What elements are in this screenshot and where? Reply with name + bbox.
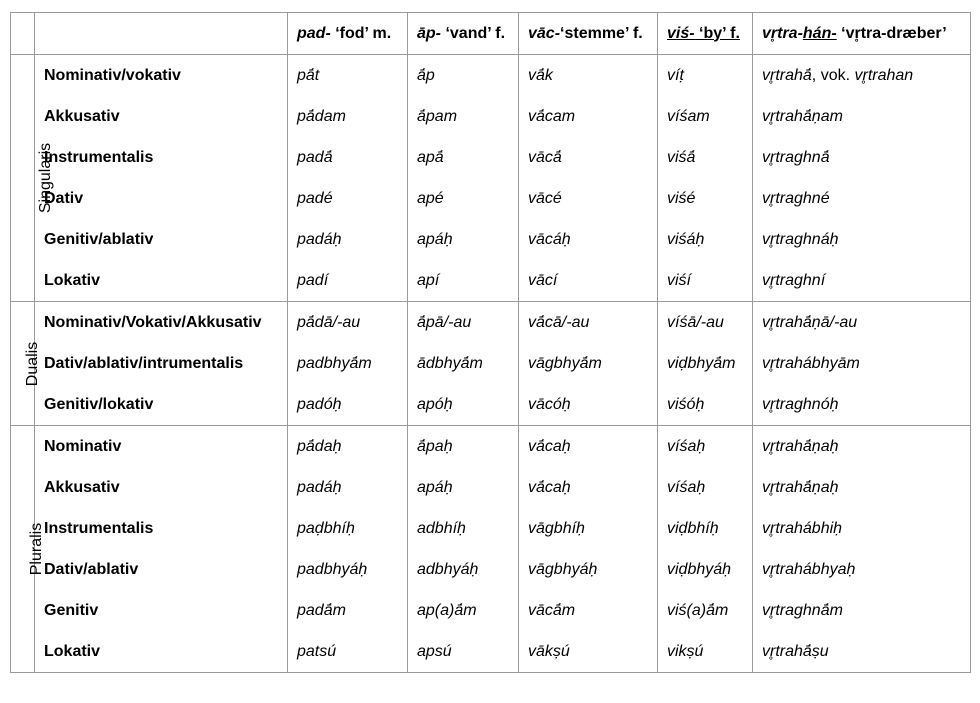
header-gloss: ‘vand’ f. [441, 24, 506, 42]
form-cell: vācí [519, 260, 658, 302]
form-cell: ā́paḥ [408, 426, 519, 468]
form-cell: padáḥ [288, 219, 408, 260]
case-label: Dativ/ablativ [35, 549, 288, 590]
number-label: Pluralis [28, 522, 46, 576]
header-stem: vr̥tra- [762, 24, 803, 42]
header-empty-cell [11, 13, 35, 55]
header-vrtrahan [753, 13, 971, 55]
form-cell-vrtrahan [753, 219, 971, 260]
header-vac [519, 13, 658, 55]
form-cell: viśā́ [658, 137, 753, 178]
form-text: vr̥traghné [762, 189, 830, 207]
case-label: Akkusativ [35, 96, 288, 137]
number-label-cell [11, 55, 55, 302]
table-row [11, 343, 971, 384]
form-cell: víśam [658, 96, 753, 137]
table-row [11, 549, 971, 590]
form-cell: pā́dam [288, 96, 408, 137]
form-cell: vā́caḥ [519, 426, 658, 468]
table-row [11, 384, 971, 426]
table-row [11, 426, 971, 468]
case-label: Genitiv [35, 590, 288, 631]
form-cell: viśé [658, 178, 753, 219]
form-cell: vāgbhyáḥ [519, 549, 658, 590]
table-row [11, 55, 971, 97]
form-cell: ā́pam [408, 96, 519, 137]
number-label: Singularis [37, 142, 55, 214]
form-cell: vā́k [519, 55, 658, 97]
form-cell: pā́t [288, 55, 408, 97]
table-row [11, 96, 971, 137]
form-cell: apé [408, 178, 519, 219]
case-label: Nominativ/Vokativ/Akkusativ [35, 302, 288, 344]
case-label: Genitiv/ablativ [35, 219, 288, 260]
case-label: Nominativ/vokativ [35, 55, 288, 97]
form-text: vr̥trahā́ṇam [762, 107, 843, 125]
form-cell: apí [408, 260, 519, 302]
case-label: Akkusativ [35, 467, 288, 508]
form-cell: padáḥ [288, 467, 408, 508]
form-cell: viśáḥ [658, 219, 753, 260]
table-row [11, 508, 971, 549]
header-stem: viś- [667, 24, 695, 42]
header-empty-cell [35, 13, 288, 55]
form-cell: ā́pā/-au [408, 302, 519, 344]
form-cell: vikṣú [658, 631, 753, 673]
form-text: vr̥traghnā́ [762, 148, 830, 166]
form-cell-vrtrahan [753, 549, 971, 590]
number-label-cell [11, 302, 42, 426]
form-cell: apáḥ [408, 467, 519, 508]
form-text-vocative: vr̥trahan [854, 66, 914, 84]
form-cell: adbhyáḥ [408, 549, 519, 590]
form-cell: padā́ [288, 137, 408, 178]
form-cell: vākṣú [519, 631, 658, 673]
form-cell: pā́daḥ [288, 426, 408, 468]
header-stem: pad- [297, 24, 331, 42]
form-text: vr̥trahā́ [762, 66, 812, 84]
case-label: Dativ/ablativ/intrumentalis [35, 343, 288, 384]
form-cell-vrtrahan [753, 508, 971, 549]
form-cell: víśaḥ [658, 426, 753, 468]
header-gloss: ‘by’ f. [694, 24, 740, 42]
header-ap [408, 13, 519, 55]
form-cell: vāgbhíḥ [519, 508, 658, 549]
form-cell: viśóḥ [658, 384, 753, 426]
form-text: vr̥traghní [762, 271, 826, 289]
form-cell: apóḥ [408, 384, 519, 426]
form-text: vr̥trahábhiḥ [762, 519, 843, 537]
table-row [11, 137, 971, 178]
form-cell: padí [288, 260, 408, 302]
form-cell: viś(a)ā́m [658, 590, 753, 631]
form-cell-vrtrahan [753, 96, 971, 137]
header-vis [658, 13, 753, 55]
case-label: Instrumentalis [35, 508, 288, 549]
number-label: Dualis [24, 341, 42, 386]
form-text: vr̥trahábhyām [762, 354, 860, 372]
case-label: Lokativ [35, 260, 288, 302]
form-text: vr̥trahábhyaḥ [762, 560, 856, 578]
case-label: Lokativ [35, 631, 288, 673]
header-row [11, 13, 971, 55]
form-cell-vrtrahan [753, 631, 971, 673]
header-pad [288, 13, 408, 55]
form-cell: padé [288, 178, 408, 219]
form-cell: pā́dā/-au [288, 302, 408, 344]
table-row [11, 219, 971, 260]
header-gloss: ‘stemme’ f. [560, 24, 643, 42]
form-cell: ādbhyā́m [408, 343, 519, 384]
form-text: vr̥traghnā́m [762, 601, 843, 619]
form-cell: viśí [658, 260, 753, 302]
form-cell: vā́cam [519, 96, 658, 137]
form-cell-vrtrahan [753, 590, 971, 631]
table-row [11, 590, 971, 631]
form-cell: víṭ [658, 55, 753, 97]
form-cell: apā́ [408, 137, 519, 178]
form-cell: ā́p [408, 55, 519, 97]
form-cell: viḍbhyā́m [658, 343, 753, 384]
form-cell: víśā/-au [658, 302, 753, 344]
form-cell: vā́caḥ [519, 467, 658, 508]
form-cell-vrtrahan [753, 302, 971, 344]
form-cell: padóḥ [288, 384, 408, 426]
form-cell: patsú [288, 631, 408, 673]
form-text: vr̥trahā́ṣu [762, 642, 829, 660]
table-row [11, 467, 971, 508]
form-cell: vācáḥ [519, 219, 658, 260]
form-cell: paḍbhíḥ [288, 508, 408, 549]
form-cell: apsú [408, 631, 519, 673]
form-cell: viḍbhyáḥ [658, 549, 753, 590]
header-gloss: ‘vr̥tra-dræber’ [836, 24, 947, 42]
table-row [11, 631, 971, 673]
form-cell: apáḥ [408, 219, 519, 260]
form-text: vr̥traghnáḥ [762, 230, 839, 248]
form-note: , vok. [811, 66, 855, 84]
form-cell: padā́m [288, 590, 408, 631]
form-cell: víśaḥ [658, 467, 753, 508]
form-cell-vrtrahan [753, 55, 971, 97]
header-stem-underlined: hán- [802, 24, 837, 42]
form-cell: padbhyáḥ [288, 549, 408, 590]
form-cell-vrtrahan [753, 384, 971, 426]
case-label: Instrumentalis [35, 137, 288, 178]
form-cell: padbhyā́m [288, 343, 408, 384]
declension-table [10, 12, 971, 673]
form-text: vr̥trahā́ṇā/-au [762, 313, 858, 331]
form-cell-vrtrahan [753, 467, 971, 508]
table-row [11, 302, 971, 344]
form-cell-vrtrahan [753, 426, 971, 468]
form-cell: vācóḥ [519, 384, 658, 426]
form-cell: ap(a)ā́m [408, 590, 519, 631]
form-cell: adbhíḥ [408, 508, 519, 549]
case-label: Genitiv/lokativ [35, 384, 288, 426]
form-cell-vrtrahan [753, 137, 971, 178]
form-cell: vācā́ [519, 137, 658, 178]
form-cell-vrtrahan [753, 178, 971, 219]
form-cell-vrtrahan [753, 260, 971, 302]
form-cell: vācā́m [519, 590, 658, 631]
form-cell-vrtrahan [753, 343, 971, 384]
form-cell: viḍbhíḥ [658, 508, 753, 549]
header-gloss: ‘fod’ m. [330, 24, 392, 42]
case-label: Dativ [35, 178, 288, 219]
table-row [11, 260, 971, 302]
table-row [11, 178, 971, 219]
number-label-cell [11, 426, 46, 673]
form-cell: vā́cā/-au [519, 302, 658, 344]
form-text: vr̥trahā́ṇaḥ [762, 437, 839, 455]
form-text: vr̥traghnóḥ [762, 395, 839, 413]
case-label: Nominativ [35, 426, 288, 468]
form-text: vr̥trahā́ṇaḥ [762, 478, 839, 496]
form-cell: vācé [519, 178, 658, 219]
header-stem: vāc- [528, 24, 561, 42]
form-cell: vāgbhyā́m [519, 343, 658, 384]
header-stem: āp- [417, 24, 441, 42]
